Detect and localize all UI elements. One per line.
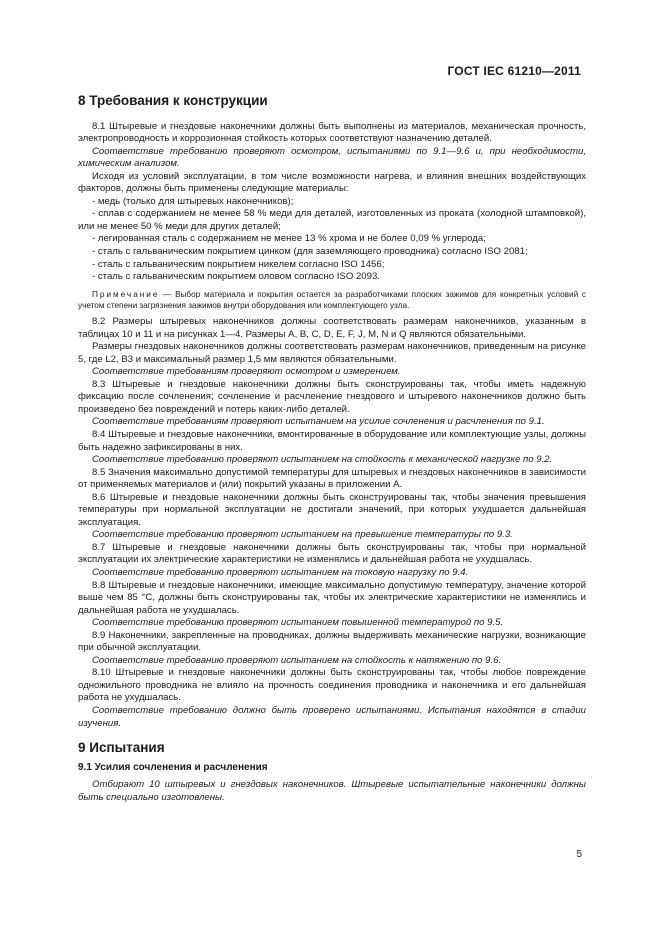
paragraph-8-1-check: Соответствие требованию проверяют осмотром, испытаниями по 9.1—9.6 и, при необходимости, химическим анализом. [78, 145, 586, 170]
material-item: - легированная сталь с содержанием не менее 13 % хрома и не более 0,09 % углерода; [92, 233, 486, 245]
paragraph-8-4-check: Соответствие требованию проверяют испытанием на стойкость к механической нагрузке по 9.2. [92, 454, 553, 466]
subsection-9-1-title: 9.1 Усилия сочленения и расчленения [78, 761, 268, 773]
paragraph-8-6: 8.6 Штыревые и гнездовые наконечники должны быть сконструированы так, чтобы значения превышения температуры при нормальной эксплуатации не достигали значений, при которых ухудшается дальнейшая эксплуатация. [78, 491, 586, 528]
paragraph-8-2-b: Размеры гнездовых наконечников должны соответствовать размерам наконечников, приведенным на рисунке 5, где L2, B3 и максимальный размер 1,5 мм являются обязательными. [78, 341, 586, 365]
paragraph-8-3-check: Соответствие требованиям проверяют испытанием на усилие сочленения и расчленения по 9.1. [92, 416, 545, 428]
paragraph-8-4: 8.4 Штыревые и гнездовые наконечники, вмонтированные в оборудование или комплектующие узлы, должны быть надежно зафиксированы в них. [78, 428, 586, 453]
document-code: ГОСТ IEC 61210—2011 [447, 64, 581, 78]
page-body [78, 94, 586, 804]
paragraph-8-2-check: Соответствие требованиям проверяют осмотром и измерением. [92, 366, 401, 378]
paragraph-8-7-check: Соответствие требованию проверяют испытанием на токовую нагрузку по 9.4. [92, 567, 469, 578]
page-number: 5 [576, 849, 582, 860]
section-9-title: 9 Испытания [78, 740, 165, 756]
paragraph-8-6-check: Соответствие требованию проверяют испытанием на превышение температуры по 9.3. [92, 529, 513, 541]
material-item: - сталь с гальваническим покрытием цинком (для заземляющего проводника) согласно ISO 2081; [92, 246, 528, 258]
section-8-title: 8 Требования к конструкции [78, 93, 268, 108]
paragraph-8-9-check: Соответствие требованию проверяют испытанием на стойкость к натяжению по 9.6. [92, 654, 502, 666]
paragraph-8-5: 8.5 Значения максимально допустимой температуры для штыревых и гнездовых наконечников в зависимости от применяемых материалов и (или) покрытий указаны в приложении А. [78, 466, 586, 491]
paragraph-8-8: 8.8 Штыревые и гнездовые наконечники, имеющие максимально допустимую температуру, значение которой выше чем 85 °С, должны быть сконструированы так, чтобы их электрические характеристики не изменялись и дальнейшая работа не ухудшалась. [78, 579, 586, 616]
note-label: Примечание [92, 289, 160, 299]
paragraph-8-10: 8.10 Штыревые и гнездовые наконечники должны быть сконструированы так, чтобы любое повреждение одножильного проводника не влияло на прочность соединения проводника и наконечника и его дальнейшая работа не ухудшалась. [78, 667, 586, 704]
paragraph-8-10-check: Соответствие требованию должно быть проверено испытаниями. Испытания находятся в стадии изучения. [78, 705, 586, 729]
note-text: — Выбор материала и покрытия остается за разработчиками плоских зажимов для конкретных условий с учетом степени загрязнения зажимов внутри оборудования или комплектующего узла. [78, 289, 586, 310]
material-item: - сталь с гальваническим покрытием оловом согласно ISO 2093. [92, 271, 380, 283]
paragraph-8-1: 8.1 Штыревые и гнездовые наконечники должны быть выполнены из материалов, механическая прочность, электропроводность и коррозионная стойкость которых соответствуют назначению деталей. [78, 120, 586, 145]
material-item: - сплав с содержанием не менее 58 % меди для деталей, изготовленных из проката (холодной штамповкой), или не менее 50 % меди для других деталей; [78, 208, 586, 232]
paragraph-9-1: Отбирают 10 штыревых и гнездовых наконечников. Штыревые испытательные наконечники должны быть специально изготовлены. [78, 779, 586, 803]
paragraph-8-2: 8.2 Размеры штыревых наконечников должны соответствовать размерам наконечников, указанным в таблицах 10 и 11 и на рисунках 1—4. Размеры A, B, C, D, E, F, J, M, N и Q являются обязательными. [78, 316, 586, 340]
paragraph-8-1-conditions: Исходя из условий эксплуатации, в том числе возможности нагрева, и влияния внешних воздействующих факторов, должны быть применены следующие материалы: [78, 170, 586, 195]
paragraph-8-7: 8.7 Штыревые и гнездовые наконечники должны быть сконструированы так, чтобы при нормальной эксплуатации их электрические характеристики не изменялись и дальнейшая работа не ухудшалась. [78, 541, 586, 566]
paragraph-8-3: 8.3 Штыревые и гнездовые наконечники должны быть сконструированы так, чтобы иметь надежную фиксацию после сочленения; сочленение и расчленение гнездового и штыревого наконечников должно быть произведено без повреждений и потерь каких-либо деталей. [78, 378, 586, 415]
paragraph-8-8-check: Соответствие требованию проверяют испытанием повышенной температурой по 9.5. [92, 617, 504, 629]
note [78, 289, 586, 311]
paragraph-8-9: 8.9 Наконечники, закрепленные на проводниках, должны выдерживать механические нагрузки, возникающие при обычной эксплуатации. [78, 629, 586, 654]
material-item: - сталь с гальваническим покрытием никелем согласно ISO 1456; [92, 258, 385, 270]
material-item: - медь (только для штыревых наконечников); [92, 195, 294, 207]
